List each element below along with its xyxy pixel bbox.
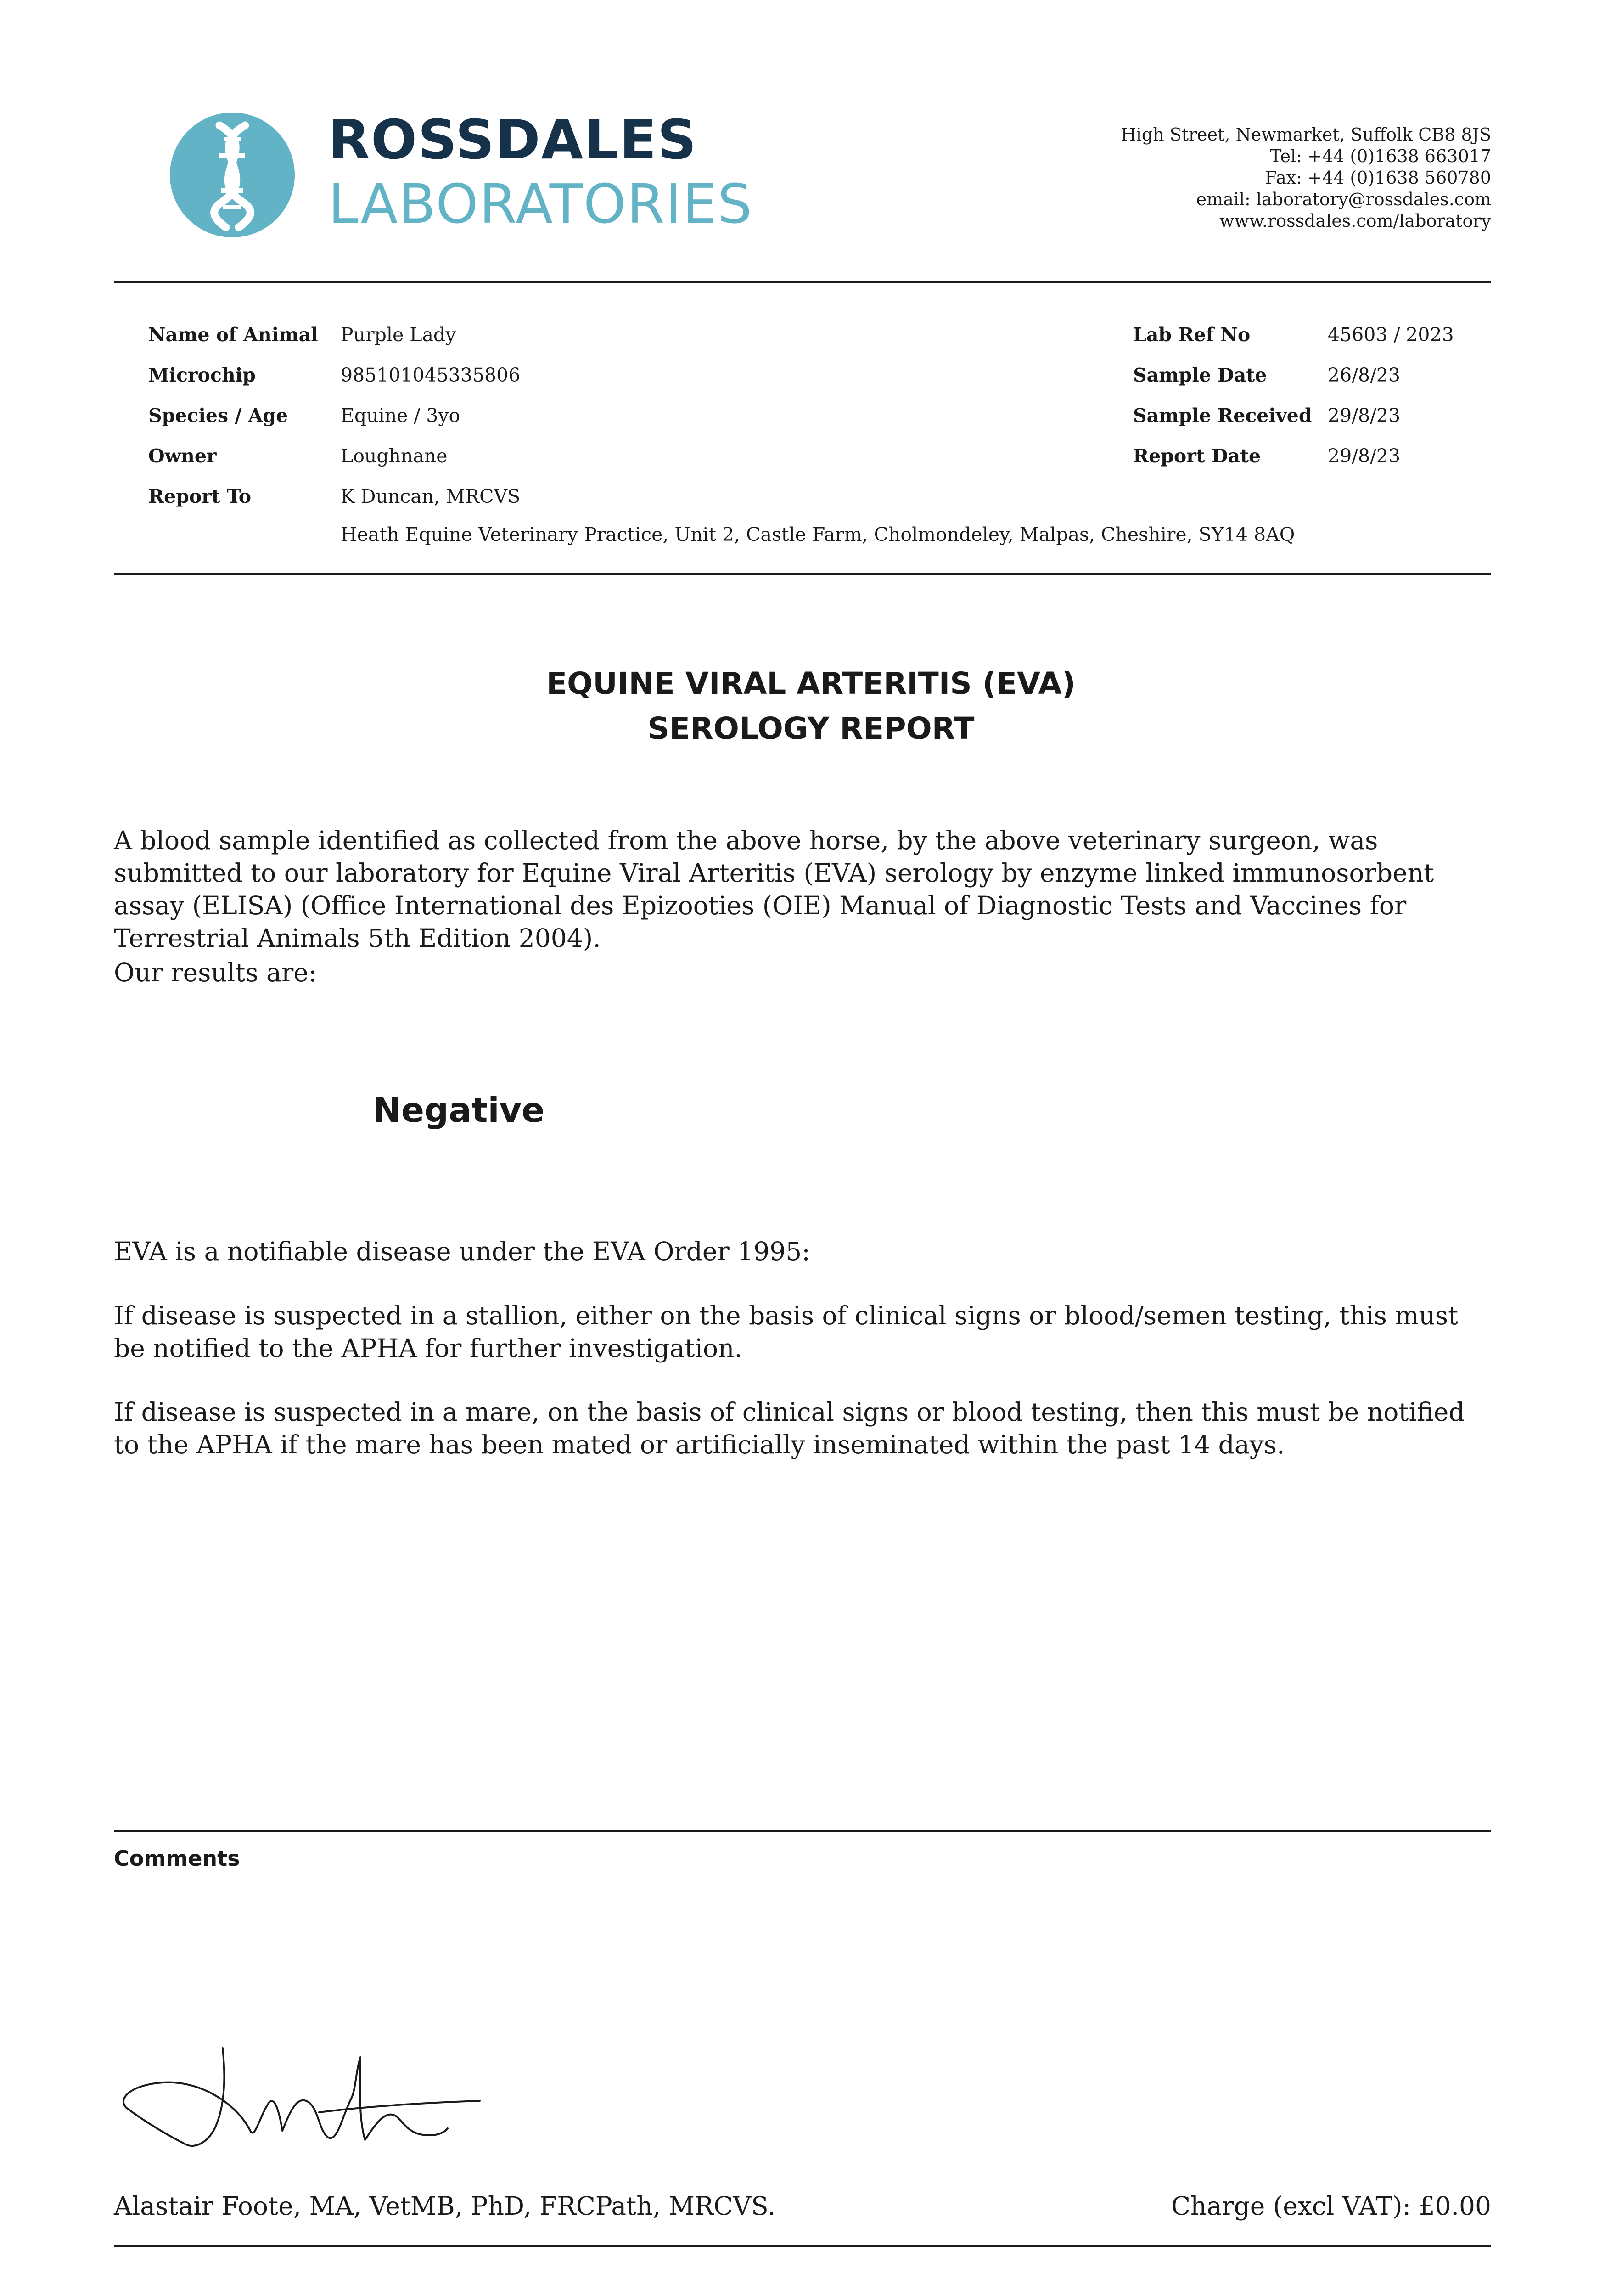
divider-comments: [114, 1830, 1491, 1832]
lab-logo: [170, 108, 836, 246]
stallion-note: If disease is suspected in a stallion, either on the basis of clinical signs or blood/semen testing, this must be notified to the APHA for further investigation.: [114, 1301, 1459, 1363]
results-intro: Our results are:: [114, 958, 317, 987]
label-sample-date: Sample Date: [1133, 364, 1267, 386]
test-result: Negative: [373, 1091, 545, 1130]
value-lab-ref: 45603 / 2023: [1328, 324, 1454, 346]
value-report-to-address: Heath Equine Veterinary Practice, Unit 2, Castle Farm, Cholmondeley, Malpas, Cheshire, SY14 8AQ: [341, 523, 1295, 546]
lab-website: www.rossdales.com/laboratory: [1219, 211, 1491, 231]
value-report-to: K Duncan, MRCVS: [341, 485, 521, 507]
value-name-of-animal: Purple Lady: [341, 324, 456, 346]
label-report-date: Report Date: [1133, 445, 1261, 467]
intro-paragraph: A blood sample identified as collected from the above horse, by the above veterinary surgeon, was submitted to our laboratory for Equine Viral Arteritis (EVA) serology by enzyme linked immunosorbent assay (ELISA) (Office International des Epizooties (OIE) Manual of Diagnostic Tests and Vaccines for Terrestrial Animals 5th Edition 2004).: [114, 826, 1434, 953]
value-sample-date: 26/8/23: [1328, 364, 1401, 386]
lab-address: High Street, Newmarket, Suffolk CB8 8JS: [1121, 124, 1491, 145]
value-sample-received: 29/8/23: [1328, 405, 1401, 427]
value-report-date: 29/8/23: [1328, 445, 1401, 467]
lab-contact: [1121, 124, 1491, 232]
label-report-to: Report To: [148, 485, 252, 507]
label-species-age: Species / Age: [148, 405, 288, 427]
charge: Charge (excl VAT): £0.00: [1171, 2191, 1491, 2221]
divider-details: [114, 573, 1491, 575]
report-title-line2: SEROLOGY REPORT: [647, 711, 975, 746]
label-sample-received: Sample Received: [1133, 405, 1312, 427]
lab-tel: Tel: +44 (0)1638 663017: [1270, 146, 1491, 166]
signer-name: Alastair Foote, MA, VetMB, PhD, FRCPath, MRCVS.: [114, 2191, 776, 2221]
signature: [117, 2039, 484, 2158]
report-title-line1: EQUINE VIRAL ARTERITIS (EVA): [546, 666, 1076, 701]
label-lab-ref: Lab Ref No: [1133, 324, 1251, 346]
divider-top: [114, 281, 1491, 283]
lab-email: email: laboratory@rossdales.com: [1196, 189, 1491, 209]
mare-note: If disease is suspected in a mare, on the basis of clinical signs or blood testing, then this must be notified to the APHA if the mare has been mated or artificially inseminated within the past 14 days.: [114, 1397, 1465, 1459]
dna-helix-icon: [170, 113, 295, 237]
label-owner: Owner: [148, 445, 217, 467]
divider-bottom: [114, 2245, 1491, 2247]
report-title: [0, 661, 1622, 751]
value-microchip: 985101045335806: [341, 364, 521, 386]
logo-subtitle: LABORATORIES: [328, 172, 753, 236]
value-species-age: Equine / 3yo: [341, 405, 460, 427]
label-microchip: Microchip: [148, 364, 256, 386]
lab-fax: Fax: +44 (0)1638 560780: [1265, 168, 1491, 188]
logo-title: ROSSDALES: [328, 108, 697, 171]
notifiable-note: EVA is a notifiable disease under the EVA Order 1995:: [114, 1237, 810, 1266]
comments-label: Comments: [114, 1846, 240, 1871]
label-name-of-animal: Name of Animal: [148, 324, 318, 346]
value-owner: Loughnane: [341, 445, 448, 467]
